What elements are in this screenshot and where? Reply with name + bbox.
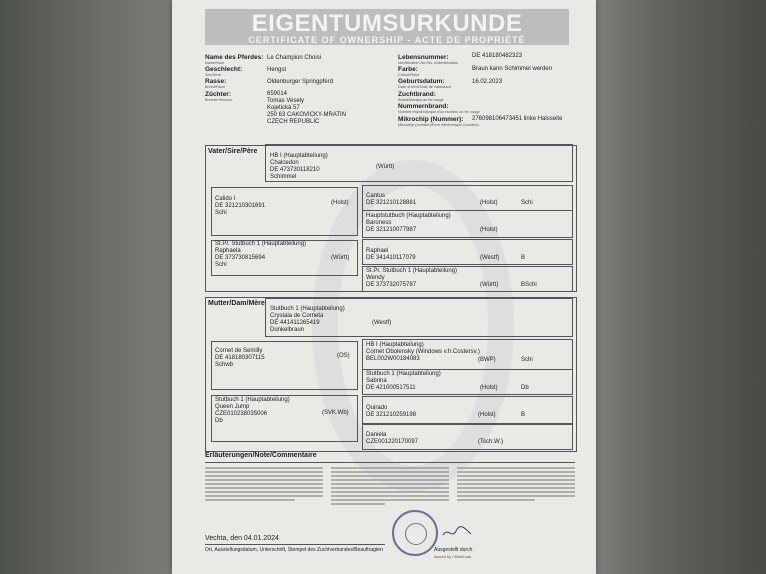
sire-sire-dam-book: Hauptstutbuch (Hauptabteilung) [366,213,451,219]
dam-dam-region: (SVK.Wb) [322,410,349,416]
sire-sire-ueln: DE 321210301691 [215,203,266,209]
sire-sire-sire-ueln: DE 321210128881 [366,200,417,206]
dam-sire-sire-book: HB I (Hauptabteilung) [366,342,424,348]
sire-heading: Vater/Sire/Père [208,148,258,155]
breed-label: Rasse: [205,78,227,85]
certificate-document [172,0,596,574]
microchip-label: Mikrochip (Nummer): [398,116,464,123]
ueln-value: DE 418180482323 [472,53,523,59]
sire-sire-name: Calido I [215,196,236,202]
sire-dam-region: (Württ) [331,255,350,261]
background-right [596,0,766,574]
dam-color: Dunkelbraun [270,327,305,333]
dam-dam-sire-box [362,396,573,424]
dam-sire-dam-ueln: DE 421000517511 [366,385,416,391]
sire-dam-dam-ueln: DE 373732075787 [366,282,417,288]
breeder-sublabel: Breeder/Eleveur [205,98,233,102]
horse-name-sublabel: Name/Nom [205,61,225,65]
ueln-label: Lebensnummer: [398,54,449,61]
sire-sire-sire-name: Cantus [366,193,386,199]
sire-dam-sire-ueln: DE 341410117079 [366,255,416,261]
sire-sire-box [211,187,358,236]
dam-sire-sire-name: Cornet Obolensky (Windows v.h.Costersv.) [366,349,480,355]
colour-label: Farbe: [398,66,418,73]
sire-dam-sire-region: (Westf) [480,255,500,261]
comments-divider [205,462,575,463]
dam-book: Stutbuch 1 (Hauptabteilung) [270,306,345,312]
signature-line [205,544,385,545]
sire-sire-color: Schi [215,210,227,216]
issue-caption: Ort, Ausstellungsdatum, Unterschrift, Stempel des Zuchtverbandes/Beauftragten [205,547,383,553]
sire-dam-sire-color: B [521,255,526,261]
breeder-id: 659014 [267,91,288,97]
sire-dam-book: St.Pr. Stutbuch 1 (Hauptabteilung) [215,241,307,247]
issue-place-date: Vechta, den 04.01.2024 [205,535,279,542]
issued-by-label: Ausgestellt durch [434,547,473,553]
breed-value: Oldenburger Springpferd [267,79,334,85]
sire-book: HB I (Hauptabteilung) [270,153,328,159]
dam-dam-dam-region: (Tsch.W.) [478,439,503,445]
title-banner [205,9,569,45]
dam-ueln: DE 441411265419 [270,320,320,326]
dam-sire-dam-name: Sabrina [366,378,387,384]
dam-dam-sire-ueln: DE 321210259198 [366,412,417,418]
horse-name-label: Name des Pferdes: [205,54,264,61]
document-title: EIGENTUMSURKUNDE [251,10,523,37]
dam-sire-ueln: DE 418180307115 [215,355,265,361]
sire-dam-name: Raphaela [215,248,241,254]
sex-label: Geschlecht: [205,66,243,73]
dam-dam-color: Db [215,418,223,424]
issued-by-sublabel: Issued by / Etabli par [434,554,472,559]
dam-sire-name: Cornet de Semilly [215,348,263,354]
brand-sublabel: Brand/Marque au fer rouge [398,98,444,102]
dam-dam-sire-name: Quirado [366,405,388,411]
sire-sire-sire-region: (Holst) [480,200,498,206]
dam-sire-sire-region: (BWP) [478,357,496,363]
dam-sire-color: Schwb [215,362,234,368]
signature-scribble [442,525,472,539]
sire-name: Chalcedon [270,160,299,166]
sire-dam-sire-name: Raphael [366,248,389,254]
colour-value: Braun kann Schimmel werden [472,66,553,72]
dam-region: (Westf) [372,320,392,326]
dam-dam-sire-region: (Holst) [478,412,496,418]
sire-box [265,144,573,182]
horse-name-value: Le Champion Choisi [267,55,322,61]
microchip-sublabel: Microchip (number)/Puce électronique (numéro) [398,123,479,127]
association-seal-stamp [392,510,438,556]
dam-sire-sire-color: Schi [521,357,533,363]
background-left [0,0,172,574]
dam-sire-sire-ueln: BEL002W00184083 [366,356,420,362]
dam-dam-ueln: CZE010238035006 [215,411,268,417]
birthdate-value: 16.02.2023 [472,79,503,85]
dam-sire-region: (OS) [337,353,350,359]
sire-dam-dam-region: (Württ) [480,282,499,288]
breeder-country: CZECH REPUBLIC [267,119,320,125]
comments-heading: Erläuterungen/Note/Commentaire [205,452,317,459]
dam-dam-name: Queen Jump [215,404,250,410]
birthdate-label: Geburtsdatum: [398,78,445,85]
number-brand-label: Nummernbrand: [398,103,449,110]
sex-sublabel: Sex/Sexe [205,73,222,77]
microchip-value: 276098106473451 linke Halsseite [472,116,563,122]
sire-sire-dam-ueln: DE 321210077987 [366,227,417,233]
dam-heading: Mutter/Dam/Mère [208,300,265,307]
sire-dam-dam-name: Wendy [366,275,385,281]
dam-dam-sire-color: B [521,412,526,418]
dam-sire-dam-region: (Holst) [480,385,498,391]
sire-sire-sire-color: Schi [521,200,533,206]
sire-sire-sire-box [362,185,573,211]
sire-sire-dam-region: (Holst) [480,227,498,233]
breeder-name: Tomas Vesely [267,98,305,104]
dam-sire-dam-color: Db [521,385,529,391]
sire-dam-ueln: DE 373730815694 [215,255,266,261]
dam-dam-book: Stutbuch 1 (Hauptabteilung) [215,397,290,403]
number-brand-sublabel: Number brand/Marque d'un numéro au fer rouge [398,110,480,114]
dam-dam-dam-name: Daniela [366,432,387,438]
brand-label: Zuchtbrand: [398,91,436,98]
breed-sublabel: Breed/Race [205,85,226,89]
dam-name: Crystala de Corneta [270,313,324,319]
colour-sublabel: Colour/Robe [398,73,420,77]
breeder-label: Züchter: [205,91,231,98]
document-subtitle: CERTIFICATE OF OWNERSHIP - ACTE DE PROPRIÉTÉ [248,35,526,45]
dam-dam-dam-ueln: CZE001220170097 [366,439,419,445]
sire-ueln: DE 473730118210 [270,167,320,173]
sex-value: Hengst [267,67,287,73]
birthdate-sublabel: Date of birth/Date de naissance [398,85,452,89]
sire-sire-dam-name: Baroness [366,220,392,226]
dam-sire-dam-book: Stutbuch 1 (Hauptabteilung) [366,371,441,377]
ueln-sublabel: Identification No./No. d'identification [398,61,459,65]
legal-fineprint [205,466,575,510]
sire-color: Schimmel [270,174,297,180]
breeder-street: Kojetická 57 [267,105,300,111]
sire-dam-dam-color: BSchi [521,282,537,288]
sire-sire-region: (Holst) [331,200,349,206]
sire-dam-dam-book: St.Pr. Stutbuch 1 (Hauptabteilung) [366,268,458,274]
sire-dam-color: Schi [215,262,227,268]
sire-region: (Württ) [376,164,395,170]
breeder-city: 250 63 CAKOVICKY-MRATIN [267,112,347,118]
dam-dam-dam-box [362,424,573,450]
